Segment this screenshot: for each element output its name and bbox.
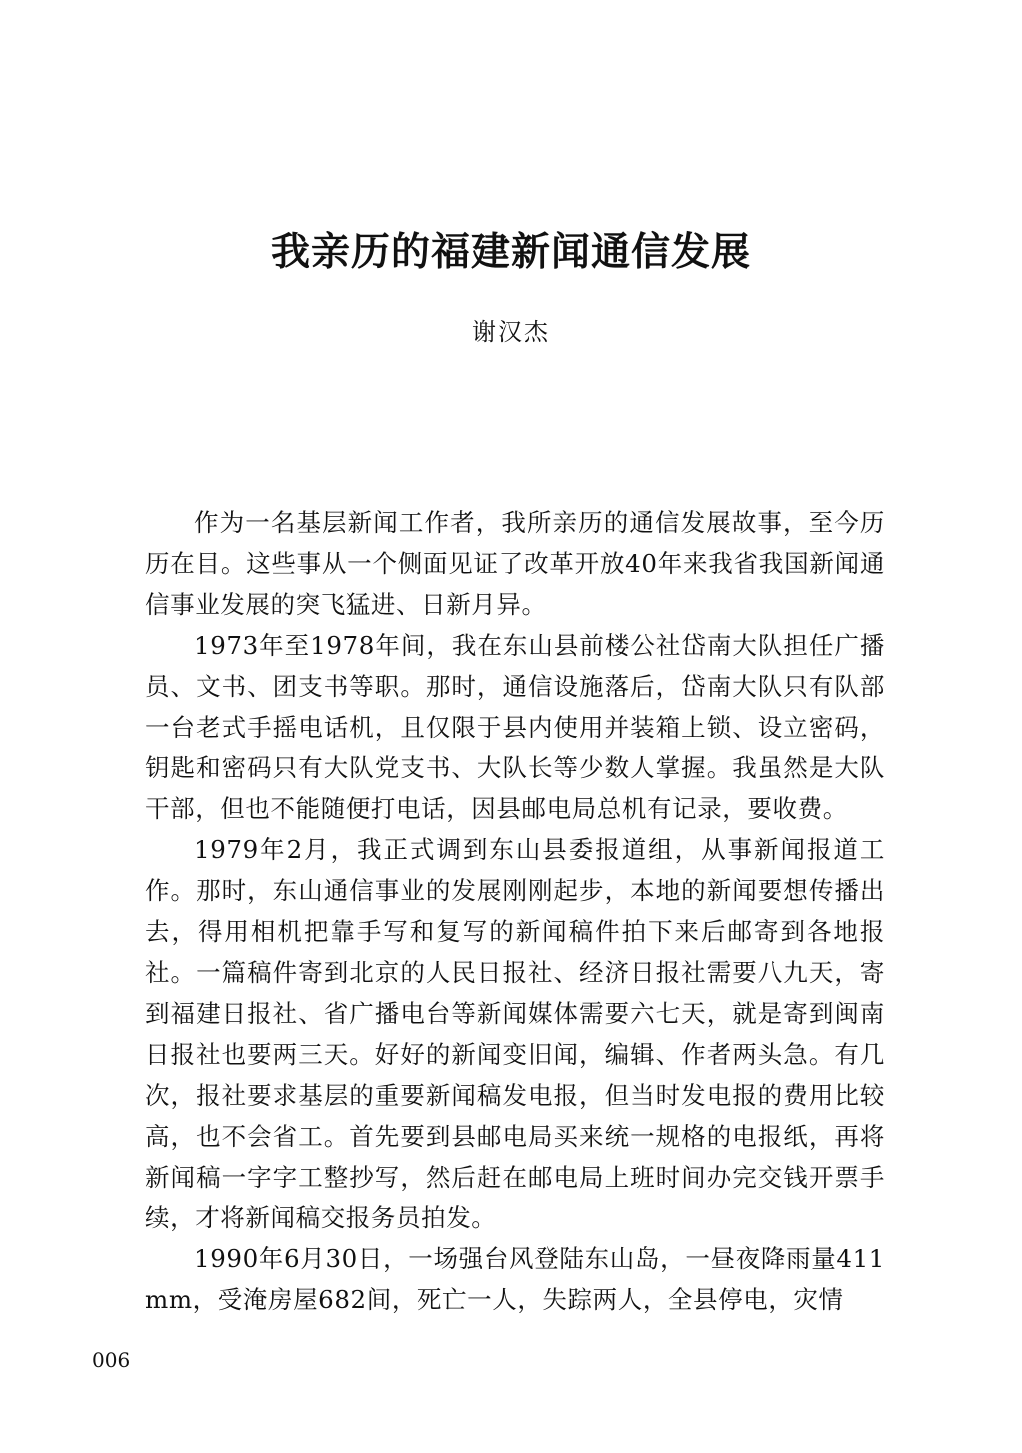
- author-name: 谢汉杰: [472, 318, 550, 346]
- paragraph: 1990年6月30日，一场强台风登陆东山岛，一昼夜降雨量411mm，受淹房屋682间，死亡一人，失踪两人，全县停电，灾情: [145, 1244, 885, 1315]
- page-number: 006: [92, 1348, 131, 1372]
- paragraph: 1973年至1978年间，我在东山县前楼公社岱南大队担任广播员、文书、团支书等职。那时，通信设施落后，岱南大队只有队部一台老式手摇电话机，且仅限于县内使用并装箱上锁、设立密码，钥匙和密码只有大队党支书、大队长等少数人掌握。我虽然是大队干部，但也不能随便打电话，因县邮电局总机有记录，要收费。: [145, 630, 885, 824]
- paragraph: 作为一名基层新闻工作者，我所亲历的通信发展故事，至今历历在目。这些事从一个侧面见证了改革开放40年来我省我国新闻通信事业发展的突飞猛进、日新月异。: [145, 508, 885, 619]
- paragraph: 1979年2月，我正式调到东山县委报道组，从事新闻报道工作。那时，东山通信事业的发展刚刚起步，本地的新闻要想传播出去，得用相机把靠手写和复写的新闻稿件拍下来后邮寄到各地报社。一篇稿件寄到北京的人民日报社、经济日报社需要八九天，寄到福建日报社、省广播电台等新闻媒体需要六七天，就是寄到闽南日报社也要两三天。好好的新闻变旧闻，编辑、作者两头急。有几次，报社要求基层的重要新闻稿发电报，但当时发电报的费用比较高，也不会省工。首先要到县邮电局买来统一规格的电报纸，再将新闻稿一字字工整抄写，然后赶在邮电局上班时间办完交钱开票手续，才将新闻稿交报务员拍发。: [145, 835, 885, 1233]
- article-body: [145, 503, 885, 1321]
- article-title: 我亲历的福建新闻通信发展: [270, 230, 751, 275]
